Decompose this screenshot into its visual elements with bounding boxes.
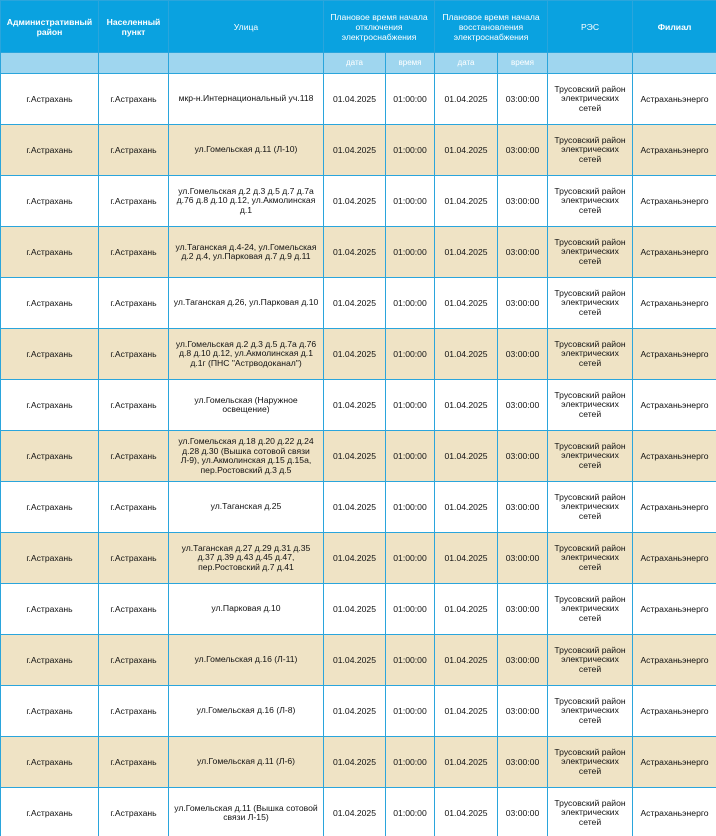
cell-start-date: 01.04.2025	[324, 431, 386, 482]
cell-start-date: 01.04.2025	[324, 227, 386, 278]
cell-end-date: 01.04.2025	[435, 431, 498, 482]
cell-start-time: 01:00:00	[386, 533, 435, 584]
table-row	[1, 278, 716, 329]
cell-district: г.Астрахань	[1, 737, 99, 788]
cell-end-time: 03:00:00	[498, 737, 548, 788]
cell-branch: Астраханьэнерго	[633, 788, 716, 836]
cell-res: Трусовский район электрических сетей	[548, 227, 633, 278]
cell-locality: г.Астрахань	[99, 227, 169, 278]
cell-district: г.Астрахань	[1, 431, 99, 482]
cell-end-date: 01.04.2025	[435, 74, 498, 125]
cell-res: Трусовский район электрических сетей	[548, 176, 633, 227]
cell-street: ул.Гомельская д.2 д.3 д.5 д.7 д.7а д.76 д.8 д.10 д.12, ул.Акмолинская д.1	[169, 176, 324, 227]
table-row	[1, 431, 716, 482]
cell-start-time: 01:00:00	[386, 329, 435, 380]
cell-street: ул.Гомельская д.11 (Л-6)	[169, 737, 324, 788]
subheader-empty	[633, 53, 716, 74]
cell-start-time: 01:00:00	[386, 125, 435, 176]
cell-end-time: 03:00:00	[498, 74, 548, 125]
cell-district: г.Астрахань	[1, 686, 99, 737]
subheader-end-date: дата	[435, 53, 498, 74]
cell-district: г.Астрахань	[1, 380, 99, 431]
cell-res: Трусовский район электрических сетей	[548, 278, 633, 329]
cell-res: Трусовский район электрических сетей	[548, 533, 633, 584]
cell-locality: г.Астрахань	[99, 431, 169, 482]
subheader-empty	[169, 53, 324, 74]
cell-street: ул.Гомельская д.2 д.3 д.5 д.7а д.76 д.8 д.10 д.12, ул.Акмолинская д.1 д.1г (ПНС "Астрводоканал")	[169, 329, 324, 380]
cell-branch: Астраханьэнерго	[633, 74, 716, 125]
table-row	[1, 329, 716, 380]
cell-district: г.Астрахань	[1, 584, 99, 635]
table-row	[1, 584, 716, 635]
cell-branch: Астраханьэнерго	[633, 380, 716, 431]
cell-start-time: 01:00:00	[386, 584, 435, 635]
cell-end-date: 01.04.2025	[435, 227, 498, 278]
header-outage-start: Плановое время начала отключения электроснабжения	[324, 1, 435, 53]
cell-locality: г.Астрахань	[99, 74, 169, 125]
header-locality: Населенный пункт	[99, 1, 169, 53]
cell-street: ул.Таганская д.26, ул.Парковая д.10	[169, 278, 324, 329]
cell-res: Трусовский район электрических сетей	[548, 74, 633, 125]
subheader-empty	[99, 53, 169, 74]
cell-end-time: 03:00:00	[498, 482, 548, 533]
table-row	[1, 125, 716, 176]
cell-branch: Астраханьэнерго	[633, 431, 716, 482]
table-row	[1, 380, 716, 431]
cell-end-date: 01.04.2025	[435, 482, 498, 533]
cell-locality: г.Астрахань	[99, 176, 169, 227]
cell-start-date: 01.04.2025	[324, 329, 386, 380]
cell-street: ул.Таганская д.27 д.29 д.31 д.35 д.37 д.39 д.43 д.45 д.47, пер.Ростовский д.7 д.41	[169, 533, 324, 584]
table-row	[1, 788, 716, 836]
cell-end-time: 03:00:00	[498, 176, 548, 227]
cell-start-date: 01.04.2025	[324, 125, 386, 176]
cell-end-date: 01.04.2025	[435, 176, 498, 227]
cell-locality: г.Астрахань	[99, 278, 169, 329]
cell-branch: Астраханьэнерго	[633, 125, 716, 176]
cell-branch: Астраханьэнерго	[633, 533, 716, 584]
cell-branch: Астраханьэнерго	[633, 278, 716, 329]
cell-start-date: 01.04.2025	[324, 686, 386, 737]
cell-start-time: 01:00:00	[386, 176, 435, 227]
cell-end-date: 01.04.2025	[435, 278, 498, 329]
cell-street: мкр-н.Интернациональный уч.118	[169, 74, 324, 125]
cell-street: ул.Гомельская д.18 д.20 д.22 д.24 д.28 д.30 (Вышка сотовой связи Л-9), ул.Акмолинская д.15 д.15а, пер.Ростовский д.3 д.5	[169, 431, 324, 482]
cell-end-date: 01.04.2025	[435, 125, 498, 176]
cell-start-date: 01.04.2025	[324, 533, 386, 584]
cell-branch: Астраханьэнерго	[633, 176, 716, 227]
cell-end-time: 03:00:00	[498, 125, 548, 176]
cell-district: г.Астрахань	[1, 278, 99, 329]
cell-end-time: 03:00:00	[498, 686, 548, 737]
cell-district: г.Астрахань	[1, 635, 99, 686]
cell-district: г.Астрахань	[1, 788, 99, 836]
cell-end-date: 01.04.2025	[435, 584, 498, 635]
cell-start-date: 01.04.2025	[324, 278, 386, 329]
cell-start-date: 01.04.2025	[324, 176, 386, 227]
cell-res: Трусовский район электрических сетей	[548, 482, 633, 533]
cell-end-date: 01.04.2025	[435, 329, 498, 380]
cell-street: ул.Гомельская д.16 (Л-8)	[169, 686, 324, 737]
cell-street: ул.Гомельская д.16 (Л-11)	[169, 635, 324, 686]
cell-street: ул.Гомельская д.11 (Вышка сотовой связи Л-15)	[169, 788, 324, 836]
cell-start-time: 01:00:00	[386, 227, 435, 278]
cell-res: Трусовский район электрических сетей	[548, 635, 633, 686]
cell-end-date: 01.04.2025	[435, 380, 498, 431]
cell-start-time: 01:00:00	[386, 788, 435, 836]
cell-res: Трусовский район электрических сетей	[548, 788, 633, 836]
subheader-start-date: дата	[324, 53, 386, 74]
cell-end-time: 03:00:00	[498, 227, 548, 278]
header-res: РЭС	[548, 1, 633, 53]
cell-street: ул.Таганская д.4-24, ул.Гомельская д.2 д.4, ул.Парковая д.7 д.9 д.11	[169, 227, 324, 278]
cell-res: Трусовский район электрических сетей	[548, 329, 633, 380]
cell-res: Трусовский район электрических сетей	[548, 380, 633, 431]
cell-res: Трусовский район электрических сетей	[548, 125, 633, 176]
cell-start-time: 01:00:00	[386, 686, 435, 737]
cell-start-time: 01:00:00	[386, 482, 435, 533]
cell-start-time: 01:00:00	[386, 737, 435, 788]
cell-district: г.Астрахань	[1, 482, 99, 533]
table-row	[1, 737, 716, 788]
cell-street: ул.Гомельская д.11 (Л-10)	[169, 125, 324, 176]
cell-locality: г.Астрахань	[99, 329, 169, 380]
header-admin-district: Административный район	[1, 1, 99, 53]
cell-street: ул.Таганская д.25	[169, 482, 324, 533]
table-row	[1, 227, 716, 278]
cell-end-time: 03:00:00	[498, 329, 548, 380]
cell-start-date: 01.04.2025	[324, 74, 386, 125]
cell-start-date: 01.04.2025	[324, 788, 386, 836]
cell-branch: Астраханьэнерго	[633, 482, 716, 533]
cell-locality: г.Астрахань	[99, 737, 169, 788]
cell-district: г.Астрахань	[1, 227, 99, 278]
cell-start-date: 01.04.2025	[324, 380, 386, 431]
cell-end-time: 03:00:00	[498, 635, 548, 686]
cell-end-time: 03:00:00	[498, 533, 548, 584]
header-restore-start: Плановое время начала восстановления электроснабжения	[435, 1, 548, 53]
header-row	[1, 1, 716, 53]
cell-start-time: 01:00:00	[386, 431, 435, 482]
cell-end-date: 01.04.2025	[435, 533, 498, 584]
cell-end-date: 01.04.2025	[435, 788, 498, 836]
subheader-empty	[548, 53, 633, 74]
cell-end-time: 03:00:00	[498, 584, 548, 635]
cell-branch: Астраханьэнерго	[633, 686, 716, 737]
cell-branch: Астраханьэнерго	[633, 737, 716, 788]
cell-street: ул.Гомельская (Наружное освещение)	[169, 380, 324, 431]
cell-district: г.Астрахань	[1, 74, 99, 125]
cell-res: Трусовский район электрических сетей	[548, 431, 633, 482]
cell-end-time: 03:00:00	[498, 788, 548, 836]
cell-res: Трусовский район электрических сетей	[548, 686, 633, 737]
cell-locality: г.Астрахань	[99, 125, 169, 176]
cell-start-date: 01.04.2025	[324, 482, 386, 533]
cell-end-date: 01.04.2025	[435, 737, 498, 788]
subheader-start-time: время	[386, 53, 435, 74]
table-row	[1, 176, 716, 227]
cell-district: г.Астрахань	[1, 176, 99, 227]
table-row	[1, 533, 716, 584]
cell-locality: г.Астрахань	[99, 788, 169, 836]
table-row	[1, 635, 716, 686]
cell-start-time: 01:00:00	[386, 635, 435, 686]
subheader-row	[1, 53, 716, 74]
cell-end-date: 01.04.2025	[435, 635, 498, 686]
cell-branch: Астраханьэнерго	[633, 227, 716, 278]
cell-end-time: 03:00:00	[498, 278, 548, 329]
cell-end-time: 03:00:00	[498, 380, 548, 431]
cell-end-date: 01.04.2025	[435, 686, 498, 737]
subheader-end-time: время	[498, 53, 548, 74]
cell-locality: г.Астрахань	[99, 533, 169, 584]
cell-district: г.Астрахань	[1, 125, 99, 176]
cell-branch: Астраханьэнерго	[633, 584, 716, 635]
cell-start-date: 01.04.2025	[324, 584, 386, 635]
cell-locality: г.Астрахань	[99, 482, 169, 533]
cell-locality: г.Астрахань	[99, 584, 169, 635]
cell-res: Трусовский район электрических сетей	[548, 584, 633, 635]
cell-end-time: 03:00:00	[498, 431, 548, 482]
header-street: Улица	[169, 1, 324, 53]
cell-locality: г.Астрахань	[99, 380, 169, 431]
cell-district: г.Астрахань	[1, 329, 99, 380]
cell-start-date: 01.04.2025	[324, 737, 386, 788]
cell-res: Трусовский район электрических сетей	[548, 737, 633, 788]
cell-locality: г.Астрахань	[99, 635, 169, 686]
table-row	[1, 74, 716, 125]
table-row	[1, 686, 716, 737]
cell-start-time: 01:00:00	[386, 278, 435, 329]
cell-locality: г.Астрахань	[99, 686, 169, 737]
cell-branch: Астраханьэнерго	[633, 329, 716, 380]
table-row	[1, 482, 716, 533]
cell-street: ул.Парковая д.10	[169, 584, 324, 635]
subheader-empty	[1, 53, 99, 74]
cell-district: г.Астрахань	[1, 533, 99, 584]
header-branch: Филиал	[633, 1, 716, 53]
cell-start-time: 01:00:00	[386, 74, 435, 125]
cell-start-date: 01.04.2025	[324, 635, 386, 686]
cell-branch: Астраханьэнерго	[633, 635, 716, 686]
cell-start-time: 01:00:00	[386, 380, 435, 431]
